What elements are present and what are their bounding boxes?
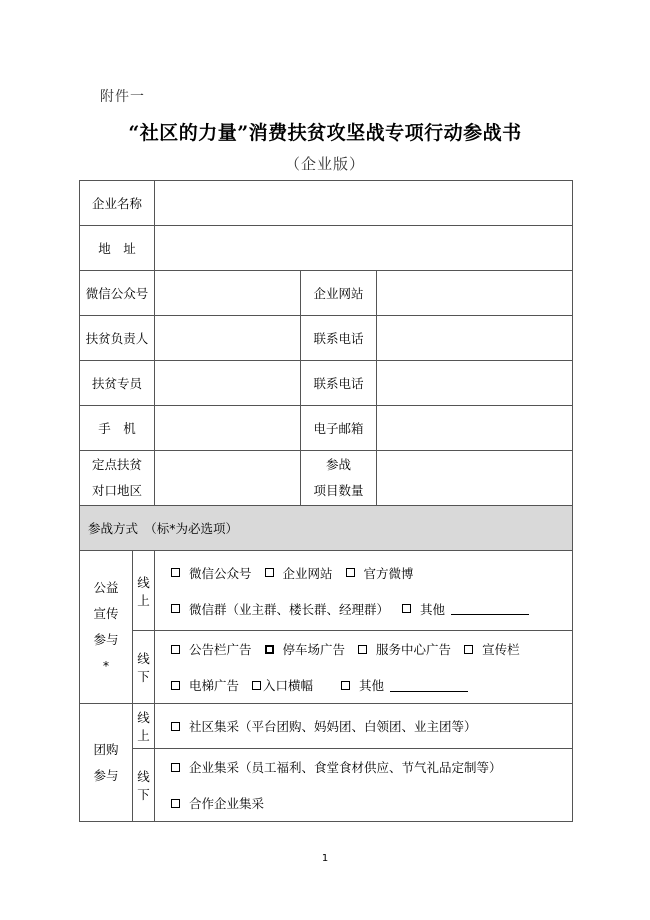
groupbuy-online-options — [155, 704, 573, 749]
checkbox[interactable] — [402, 604, 411, 613]
groupbuy-offline-options — [155, 749, 573, 822]
option-enterprise-purchase[interactable]: 企业集采（员工福利、食堂食材供应、节气礼品定制等） — [171, 758, 502, 776]
target-area-field[interactable] — [155, 451, 301, 506]
option-parking-ad[interactable]: 停车场广告 — [265, 640, 346, 658]
option-elevator-ad[interactable]: 电梯广告 — [171, 676, 239, 694]
row-promo-online — [80, 551, 573, 631]
mobile-field[interactable] — [155, 406, 301, 451]
checkbox[interactable] — [265, 645, 274, 654]
row-staff-phone — [80, 361, 573, 406]
participation-section-header: 参战方式 （标*为必选项） — [80, 506, 573, 551]
option-community-purchase[interactable]: 社区集采（平台团购、妈妈团、白领团、业主团等） — [171, 717, 477, 735]
option-weibo[interactable]: 官方微博 — [346, 564, 414, 582]
checkbox[interactable] — [252, 681, 261, 690]
checkbox[interactable] — [171, 568, 180, 577]
other-blank-line[interactable] — [390, 679, 468, 692]
option-website[interactable]: 企业网站 — [265, 564, 333, 582]
page-number: 1 — [321, 853, 329, 864]
row-company-name — [80, 181, 573, 226]
contact-phone-field[interactable] — [377, 316, 573, 361]
promo-offline-label: 线下 — [133, 631, 155, 704]
option-service-center-ad[interactable]: 服务中心广告 — [358, 640, 451, 658]
promo-online-options — [155, 551, 573, 631]
row-address — [80, 226, 573, 271]
wechat-label: 微信公众号 — [80, 271, 155, 316]
contact-phone-label: 联系电话 — [301, 316, 377, 361]
row-groupbuy-online — [80, 704, 573, 749]
wechat-field[interactable] — [155, 271, 301, 316]
option-bulletin-ad[interactable]: 公告栏广告 — [171, 640, 252, 658]
option-promo-board[interactable]: 宣传栏 — [464, 640, 520, 658]
option-wechat-groups[interactable]: 微信群（业主群、楼长群、经理群） — [171, 600, 389, 618]
target-area-label: 定点扶贫 对口地区 — [80, 451, 155, 506]
option-partner-purchase[interactable]: 合作企业集采 — [171, 794, 264, 812]
checkbox[interactable] — [171, 645, 180, 654]
option-entrance-banner[interactable]: 入口横幅 — [252, 676, 313, 694]
option-wechat[interactable]: 微信公众号 — [171, 564, 252, 582]
checkbox[interactable] — [358, 645, 367, 654]
row-leader-phone — [80, 316, 573, 361]
document-subtitle: （企业版） — [284, 155, 365, 173]
company-name-field[interactable] — [155, 181, 573, 226]
address-label: 地 址 — [80, 226, 155, 271]
row-promo-offline — [80, 631, 573, 704]
poverty-leader-label: 扶贫负责人 — [80, 316, 155, 361]
checkbox[interactable] — [171, 799, 180, 808]
row-participation-header — [80, 506, 573, 551]
address-field[interactable] — [155, 226, 573, 271]
email-field[interactable] — [377, 406, 573, 451]
promo-offline-options — [155, 631, 573, 704]
checkbox[interactable] — [171, 681, 180, 690]
registration-form-table — [79, 180, 573, 822]
company-name-label: 企业名称 — [80, 181, 155, 226]
mobile-label: 手 机 — [80, 406, 155, 451]
contact-phone-label: 联系电话 — [301, 361, 377, 406]
row-area-projects — [80, 451, 573, 506]
checkbox[interactable] — [171, 604, 180, 613]
groupbuy-online-label: 线上 — [133, 704, 155, 749]
checkbox[interactable] — [464, 645, 473, 654]
annex-label: 附件一 — [100, 89, 145, 105]
group-buy-label: 团购 参与 — [80, 704, 133, 822]
poverty-leader-field[interactable] — [155, 316, 301, 361]
checkbox[interactable] — [346, 568, 355, 577]
row-mobile-email — [80, 406, 573, 451]
poverty-staff-label: 扶贫专员 — [80, 361, 155, 406]
email-label: 电子邮箱 — [301, 406, 377, 451]
checkbox[interactable] — [171, 722, 180, 731]
other-blank-line[interactable] — [451, 602, 529, 615]
contact-phone-field[interactable] — [377, 361, 573, 406]
document-title: “社区的力量”消费扶贫攻坚战专项行动参战书 — [128, 122, 522, 144]
project-count-field[interactable] — [377, 451, 573, 506]
row-wechat-website — [80, 271, 573, 316]
poverty-staff-field[interactable] — [155, 361, 301, 406]
public-promo-label: 公益 宣传 参与 * — [80, 551, 133, 704]
website-label: 企业网站 — [301, 271, 377, 316]
row-groupbuy-offline — [80, 749, 573, 822]
checkbox[interactable] — [341, 681, 350, 690]
checkbox[interactable] — [265, 568, 274, 577]
website-field[interactable] — [377, 271, 573, 316]
groupbuy-offline-label: 线下 — [133, 749, 155, 822]
promo-online-label: 线上 — [133, 551, 155, 631]
project-count-label: 参战 项目数量 — [301, 451, 377, 506]
checkbox[interactable] — [171, 763, 180, 772]
option-other[interactable]: 其他 — [402, 600, 529, 618]
option-other[interactable]: 其他 — [341, 676, 468, 694]
